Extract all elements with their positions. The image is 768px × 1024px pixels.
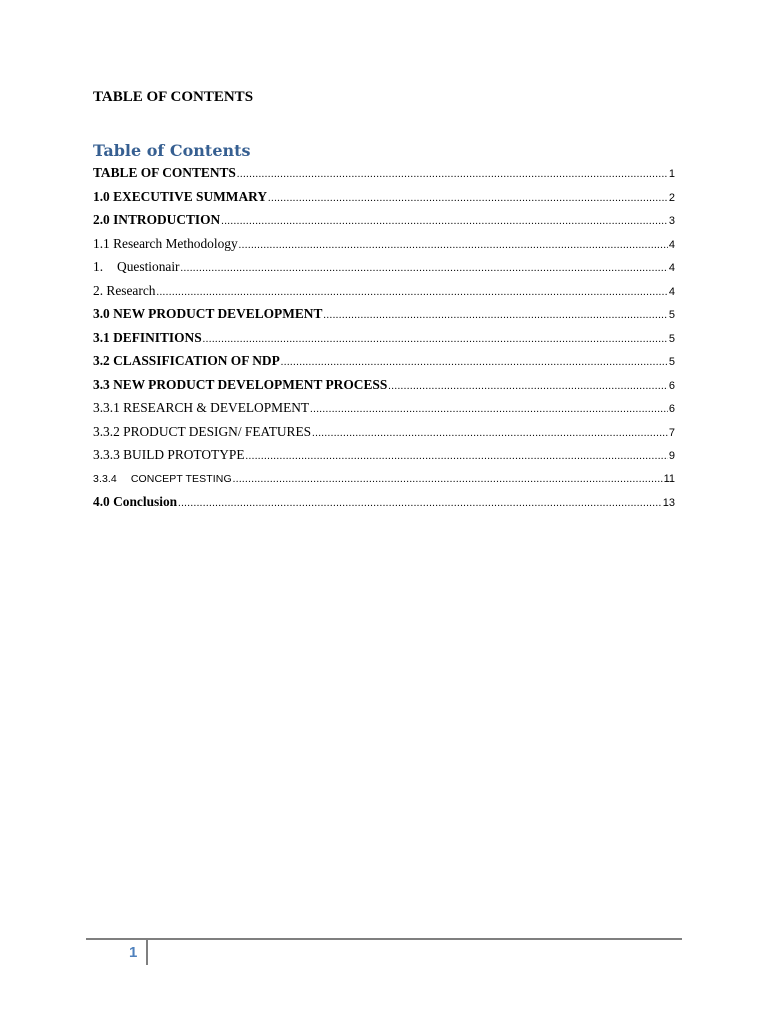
toc-entry-number: 3.3.4 bbox=[93, 472, 117, 485]
toc-entry-page: 6 bbox=[668, 403, 675, 415]
toc-leader-dots bbox=[246, 448, 668, 466]
toc-title: Table of Contents bbox=[93, 141, 251, 160]
toc-leader-dots bbox=[388, 378, 668, 396]
toc-leader-dots bbox=[310, 401, 668, 419]
toc-entry-text: 2.0 INTRODUCTION bbox=[93, 212, 221, 227]
toc-entry-text: TABLE OF CONTENTS bbox=[93, 165, 236, 180]
toc-entry-classification-of-ndp[interactable] bbox=[93, 352, 675, 376]
toc-entry-page: 6 bbox=[668, 379, 675, 392]
toc-leader-dots bbox=[268, 190, 668, 208]
toc-leader-dots bbox=[323, 307, 667, 325]
toc-leader-dots bbox=[239, 237, 668, 255]
toc-leader-dots bbox=[312, 425, 668, 443]
toc-entry-conclusion[interactable] bbox=[93, 493, 675, 517]
toc-entry-text: 4.0 Conclusion bbox=[93, 494, 178, 509]
toc-entry-page: 9 bbox=[668, 450, 675, 462]
page-number: 1 bbox=[129, 944, 138, 961]
toc-entry-text: 3.2 CLASSIFICATION OF NDP bbox=[93, 353, 280, 368]
toc-entry-questionair[interactable] bbox=[93, 258, 675, 282]
toc-entry-page: 13 bbox=[662, 497, 675, 509]
toc-entry-page: 4 bbox=[668, 262, 675, 274]
footer-rule bbox=[86, 938, 682, 940]
toc-entry-label: Questionair bbox=[117, 259, 180, 274]
toc-entry-page: 3 bbox=[668, 215, 675, 227]
page-heading: TABLE OF CONTENTS bbox=[93, 89, 254, 105]
toc-leader-dots bbox=[203, 331, 668, 349]
toc-entry-text: 3.3.2 PRODUCT DESIGN/ FEATURES bbox=[93, 423, 312, 439]
toc-entry-text bbox=[93, 258, 180, 276]
toc-leader-dots bbox=[221, 213, 668, 231]
toc-entry-text: 3.1 DEFINITIONS bbox=[93, 329, 202, 345]
toc-entry-page: 4 bbox=[668, 238, 675, 251]
toc-entry-research-development[interactable] bbox=[93, 399, 675, 423]
toc-entry-npd-process[interactable] bbox=[93, 376, 675, 400]
toc-entry-page: 5 bbox=[668, 332, 675, 345]
toc-entry-text: 1.0 EXECUTIVE SUMMARY bbox=[93, 188, 267, 204]
toc-entry-executive-summary[interactable] bbox=[93, 188, 675, 212]
toc-entry-page: 5 bbox=[668, 309, 675, 321]
toc-entry-build-prototype[interactable] bbox=[93, 446, 675, 470]
toc-entry-text: 3.0 NEW PRODUCT DEVELOPMENT bbox=[93, 306, 323, 321]
toc-leader-dots bbox=[181, 260, 668, 278]
toc-entry-page: 4 bbox=[668, 285, 675, 298]
toc-entry-page: 11 bbox=[663, 472, 675, 485]
toc-entry-page: 2 bbox=[668, 191, 675, 204]
toc-entry-definitions[interactable] bbox=[93, 329, 675, 353]
toc-entry-research[interactable] bbox=[93, 282, 675, 306]
toc-entry-text: 1.1 Research Methodology bbox=[93, 235, 238, 251]
toc-entry-page: 5 bbox=[668, 356, 675, 368]
toc-leader-dots bbox=[281, 354, 668, 372]
toc-entry-page: 1 bbox=[668, 168, 675, 180]
toc-entry-table-of-contents[interactable] bbox=[93, 164, 675, 188]
toc-entry-new-product-development[interactable] bbox=[93, 305, 675, 329]
toc-leader-dots bbox=[233, 471, 663, 489]
toc-list bbox=[93, 164, 675, 517]
toc-entry-number: 1. bbox=[93, 259, 104, 274]
toc-entry-research-methodology[interactable] bbox=[93, 235, 675, 259]
toc-entry-text: 3.3 NEW PRODUCT DEVELOPMENT PROCESS bbox=[93, 376, 388, 392]
toc-entry-product-design-features[interactable] bbox=[93, 423, 675, 447]
toc-entry-text bbox=[93, 470, 232, 488]
toc-entry-text: 2. Research bbox=[93, 282, 156, 298]
toc-entry-page: 7 bbox=[668, 426, 675, 439]
footer-divider bbox=[146, 940, 148, 965]
toc-entry-text: 3.3.3 BUILD PROTOTYPE bbox=[93, 447, 245, 462]
toc-leader-dots bbox=[156, 284, 667, 302]
toc-entry-introduction[interactable] bbox=[93, 211, 675, 235]
toc-entry-text: 3.3.1 RESEARCH & DEVELOPMENT bbox=[93, 400, 310, 415]
toc-entry-concept-testing[interactable] bbox=[93, 470, 675, 494]
toc-entry-label: CONCEPT TESTING bbox=[130, 472, 232, 485]
toc-leader-dots bbox=[178, 495, 662, 513]
toc-leader-dots bbox=[237, 166, 668, 184]
